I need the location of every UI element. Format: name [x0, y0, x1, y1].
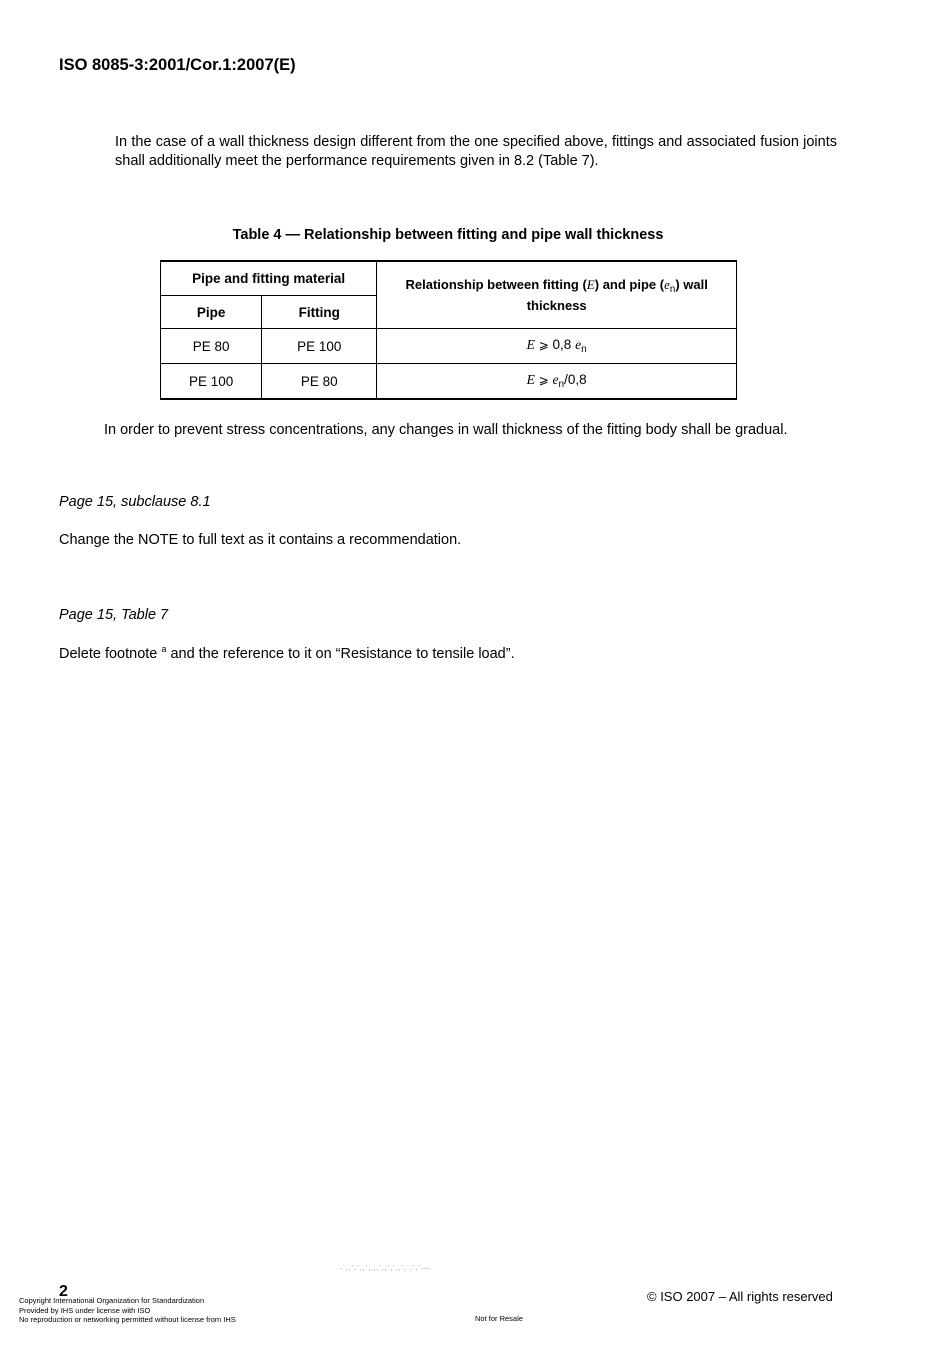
rel-header-e: e [664, 276, 670, 292]
rights-reserved: © ISO 2007 – All rights reserved [647, 1289, 833, 1304]
group-header-cell: Pipe and fitting material [161, 261, 377, 296]
watermark-marks: -`,,`,`,,`,,,,`,,`,`,,`,`,`,`--- [340, 1266, 431, 1272]
change-instruction [59, 644, 515, 662]
rel-header-E: E [586, 276, 595, 292]
rel-coef: 0,8 [552, 336, 572, 352]
relationship-cell [377, 364, 737, 400]
rel-operator: ⩾ [538, 337, 549, 352]
fitting-cell: PE 100 [262, 329, 377, 364]
change-instruction: Change the NOTE to full text as it contains a recommendation. [59, 532, 462, 548]
table-row [161, 364, 737, 400]
rel-header-text: ) wall thickness [526, 276, 708, 314]
rel-E: E [526, 371, 535, 387]
fitting-cell: PE 80 [262, 364, 377, 400]
footnote-marker: a [161, 644, 167, 654]
rel-operator: ⩾ [538, 372, 549, 387]
pipe-cell: PE 80 [161, 329, 262, 364]
rel-header-n: n [669, 283, 676, 295]
relationship-cell [377, 329, 737, 364]
fitting-header-cell: Fitting [262, 296, 377, 329]
rel-header-text: ) and pipe ( [594, 276, 665, 292]
change-reference: Page 15, Table 7 [59, 607, 169, 623]
rel-header-text: Relationship between fitting ( [405, 276, 587, 292]
page-number: 2 [59, 1283, 68, 1300]
change-reference: Page 15, subclause 8.1 [59, 494, 211, 510]
copyright-line: No reproduction or networking permitted without license from IHS [19, 1315, 236, 1324]
rel-n: n [581, 344, 587, 356]
copyright-line: Provided by IHS under license with ISO [19, 1305, 151, 1315]
pipe-header-cell: Pipe [161, 296, 262, 329]
not-for-resale-label: Not for Resale [475, 1314, 523, 1323]
rel-tail: /0,8 [564, 371, 587, 387]
instruction-text: Delete footnote [59, 646, 158, 662]
gradual-paragraph: In order to prevent stress concentrations, any changes in wall thickness of the fitting body shall be gradual. [104, 422, 788, 438]
table-row [161, 329, 737, 364]
pipe-cell: PE 100 [161, 364, 262, 400]
copyright-notice [19, 1296, 236, 1325]
rel-e: e [552, 371, 559, 387]
rel-E: E [526, 336, 535, 352]
copyright-line: Copyright International Organization for Standardization [19, 1296, 205, 1305]
rel-e: e [575, 336, 582, 352]
intro-paragraph: In the case of a wall thickness design different from the one specified above, fittings and associated fusion joints shall additionally meet the performance requirements given in 8.2 (Table 7). [115, 134, 837, 169]
instruction-text: and the reference to it on “Resistance to tensile load”. [170, 646, 515, 662]
wall-thickness-table [160, 260, 737, 400]
table-header-row [161, 261, 737, 296]
table-title: Table 4 — Relationship between fitting and pipe wall thickness [232, 227, 664, 243]
relationship-header-cell [377, 261, 737, 329]
rel-n: n [558, 379, 565, 391]
document-header-title: ISO 8085-3:2001/Cor.1:2007(E) [59, 56, 296, 74]
